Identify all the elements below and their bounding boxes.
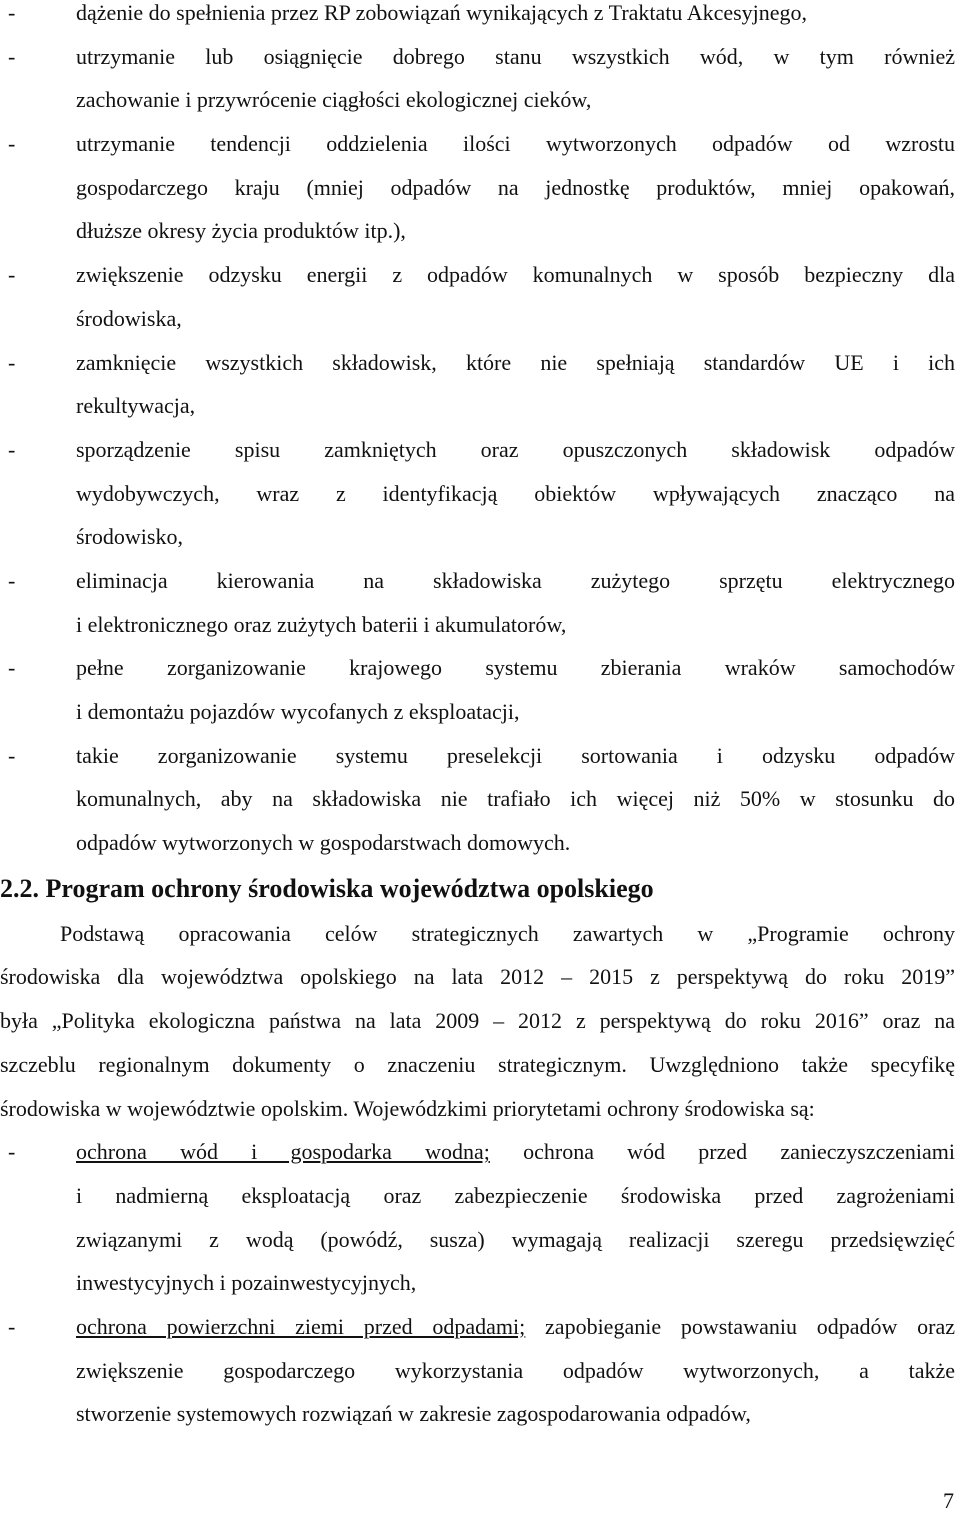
list-item-line: inwestycyjnych i pozainwestycyjnych, — [76, 1270, 417, 1296]
list-item — [0, 1305, 960, 1436]
list-dash: - — [8, 567, 16, 593]
list-item-line: komunalnych, aby na składowiska nie trafiało ich więcej niż 50% w stosunku do — [76, 786, 955, 812]
list-item-line: stworzenie systemowych rozwiązań w zakresie zagospodarowania odpadów, — [76, 1401, 751, 1427]
priority-title: ochrona wód i gospodarka wodna; — [76, 1139, 490, 1165]
list-item-line: i nadmierną eksploatacją oraz zabezpieczenie środowiska przed zagrożeniami — [76, 1182, 955, 1208]
list-item-line: związanymi z wodą (powódź, susza) wymagają realizacji szeregu przedsięwzięć — [76, 1226, 955, 1252]
section-heading: 2.2. Program ochrony środowiska województwa opolskiego — [0, 873, 654, 903]
priority-title: ochrona powierzchni ziemi przed odpadami; — [76, 1313, 526, 1339]
list-item-line: odpadów wytworzonych w gospodarstwach domowych. — [76, 830, 571, 856]
list-item — [0, 1130, 960, 1305]
list-item-line: dłuższe okresy życia produktów itp.), — [76, 218, 406, 244]
list-dash: - — [8, 655, 16, 681]
list-item-line: utrzymanie lub osiągnięcie dobrego stanu wszystkich wód, w tym również — [76, 43, 955, 69]
list-item-line: dążenie do spełnienia przez RP zobowiązań wynikających z Traktatu Akcesyjnego, — [76, 0, 808, 25]
list-dash: - — [8, 0, 16, 25]
list-item-line: utrzymanie tendencji oddzielenia ilości wytworzonych odpadów od wzrostu — [76, 131, 955, 157]
list-item-line: i demontażu pojazdów wycofanych z eksploatacji, — [76, 699, 520, 724]
list-item-line: zamknięcie wszystkich składowisk, które nie spełniają standardów UE i ich — [76, 349, 955, 375]
list-dash: - — [8, 131, 16, 157]
list-item-line: pełne zorganizowanie krajowego systemu zbierania wraków samochodów — [76, 655, 955, 681]
paragraph-line: środowiska w województwie opolskim. Wojewódzkimi priorytetami ochrony środowiska są: — [0, 1095, 815, 1121]
list-item — [0, 253, 960, 340]
paragraph-line: szczeblu regionalnym dokumenty o znaczeniu strategicznym. Uwzględniono także specyfikę — [0, 1051, 955, 1077]
list-item-line: rekultywacja, — [76, 393, 196, 419]
priority-text: ochrona wód przed zanieczyszczeniami — [489, 1139, 955, 1165]
priority-list — [0, 1130, 960, 1436]
paragraph-line: była „Polityka ekologiczna państwa na lata 2009 – 2012 z perspektywą do roku 2016” oraz na — [0, 1008, 955, 1034]
list-item — [0, 341, 960, 428]
list-item — [0, 646, 960, 733]
list-item — [0, 559, 960, 646]
list-dash: - — [8, 1139, 16, 1165]
list-item-line: środowisko, — [76, 524, 183, 550]
list-dash: - — [8, 436, 16, 462]
body-paragraph — [0, 912, 960, 1130]
paragraph-line: Podstawą opracowania celów strategicznych zawartych w „Programie ochrony — [60, 920, 955, 946]
list-dash: - — [8, 43, 16, 69]
list-item-line: wydobywczych, wraz z identyfikacją obiektów wpływających znacząco na — [76, 480, 955, 506]
list-dash: - — [8, 742, 16, 768]
list-item — [0, 0, 960, 35]
paragraph-line: środowiska dla województwa opolskiego na lata 2012 – 2015 z perspektywą do roku 2019” — [0, 964, 955, 990]
list-item — [0, 734, 960, 865]
list-item-line — [76, 1130, 955, 1174]
list-item-line: zachowanie i przywrócenie ciągłości ekologicznej cieków, — [76, 87, 592, 113]
list-item-line — [76, 1305, 955, 1349]
list-item-line: takie zorganizowanie systemu preselekcji sortowania i odzysku odpadów — [76, 742, 955, 768]
list-item — [0, 122, 960, 253]
list-item-line: sporządzenie spisu zamkniętych oraz opuszczonych składowisk odpadów — [76, 436, 955, 462]
list-item-line: gospodarczego kraju (mniej odpadów na jednostkę produktów, mniej opakowań, — [76, 174, 955, 200]
list-item — [0, 35, 960, 122]
list-item-line: zwiększenie gospodarczego wykorzystania odpadów wytworzonych, a także — [76, 1357, 955, 1383]
list-item-line: i elektronicznego oraz zużytych baterii i akumulatorów, — [76, 611, 567, 637]
list-item-line: eliminacja kierowania na składowiska zużytego sprzętu elektrycznego — [76, 567, 955, 593]
list-item-line: zwiększenie odzysku energii z odpadów komunalnych w sposób bezpieczny dla — [76, 262, 955, 288]
list-dash: - — [8, 349, 16, 375]
list-dash: - — [8, 262, 16, 288]
list-item — [0, 428, 960, 559]
page-number: 7 — [943, 1488, 954, 1513]
list-item-line: środowiska, — [76, 305, 182, 331]
list-dash: - — [8, 1313, 16, 1339]
priority-text: zapobieganie powstawaniu odpadów oraz — [525, 1313, 955, 1339]
